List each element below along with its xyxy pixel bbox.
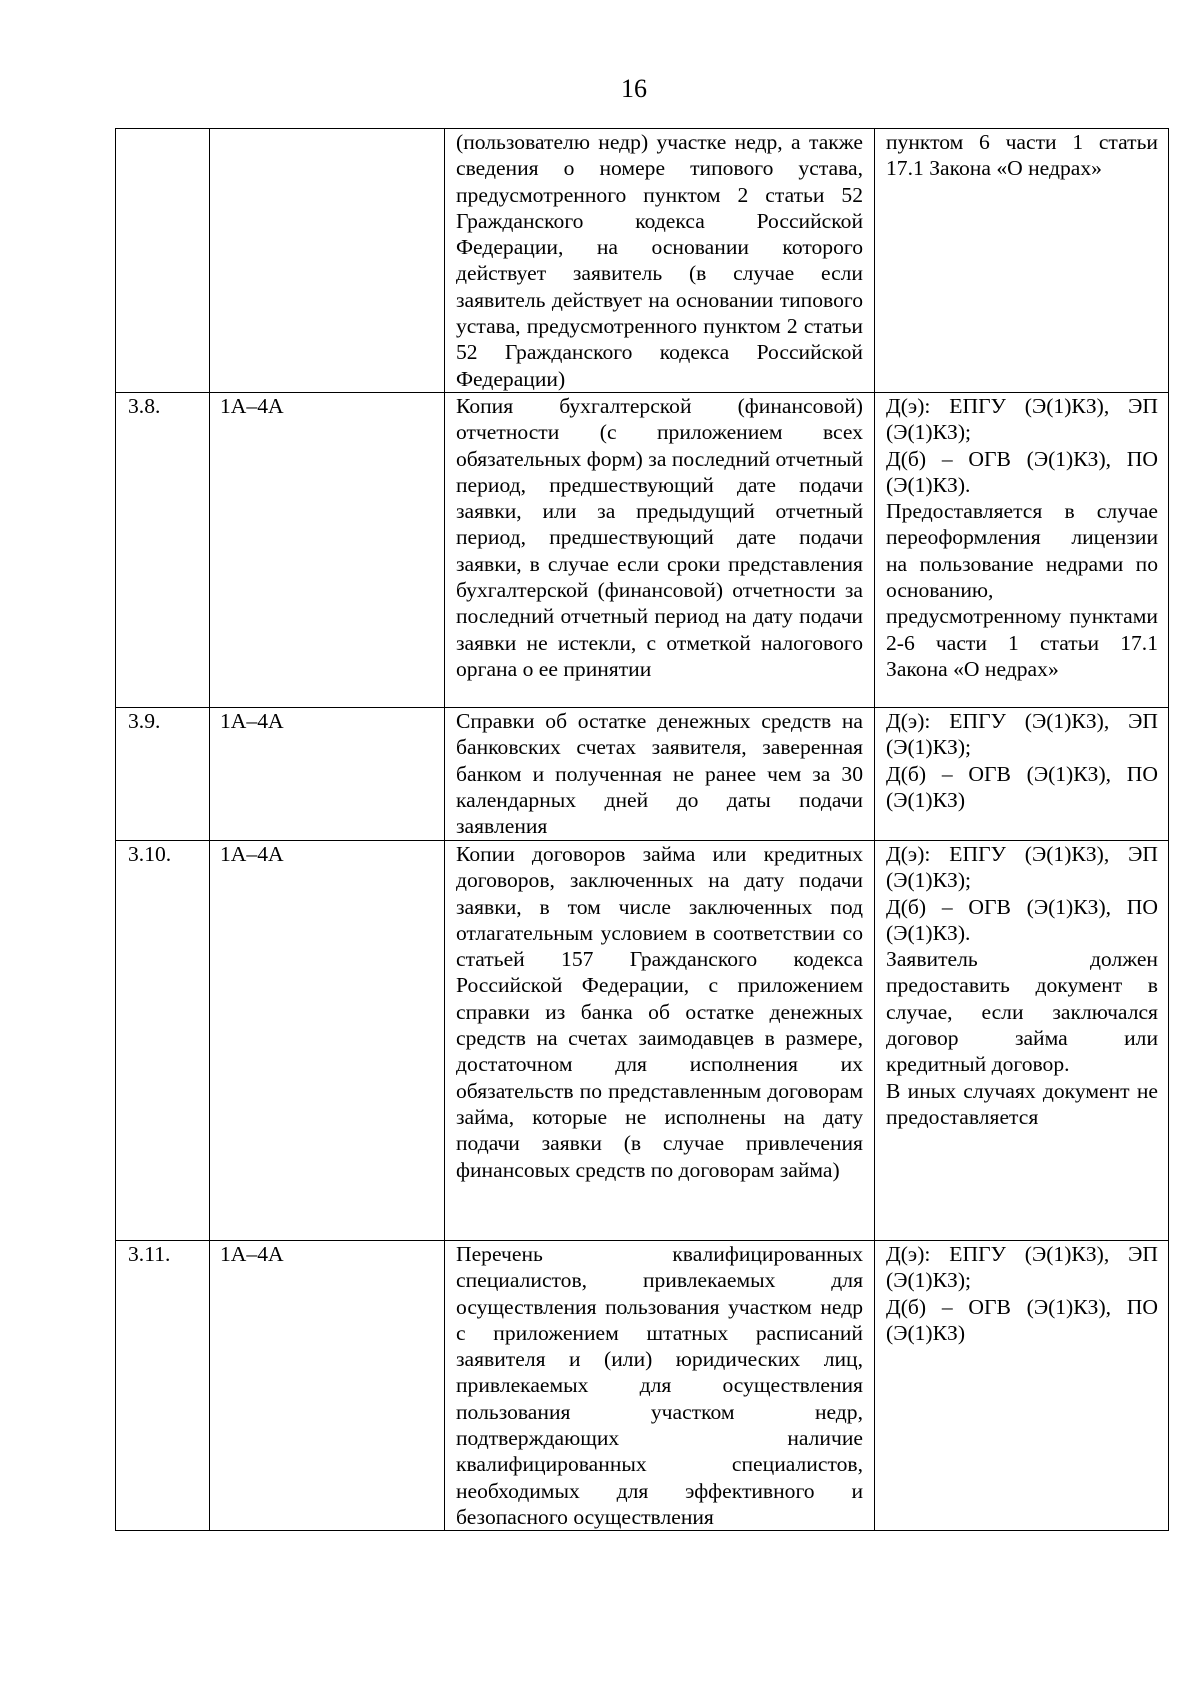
row-group-cell: 1А–4А <box>210 1240 445 1530</box>
table-row <box>116 707 1169 840</box>
document-description-cell: Копия бухгалтерской (финансовой) отчетности (с приложением всех обязательных форм) за последний отчетный период, предшествующий дате подачи заявки, или за предыдущий отчетный период, предшествующий дате подачи заявки, в случае если сроки представления бухгалтерской (финансовой) отчетности за последний отчетный период на дату подачи заявки не истекли, с отметкой налогового органа о ее принятии <box>445 392 875 707</box>
document-description-cell: Перечень квалифицированных специалистов, привлекаемых для осуществления пользования участком недр с приложением штатных расписаний заявителя и (или) юридических лиц, привлекаемых для осуществления пользования участком недр, подтверждающих наличие квалифицированных специалистов, необходимых для эффективного и безопасного осуществления <box>445 1240 875 1530</box>
table-row <box>116 129 1169 393</box>
submission-note-cell <box>875 129 1169 393</box>
table-row <box>116 840 1169 1240</box>
note-paragraph: Д(б) – ОГВ (Э(1)КЗ), ПО (Э(1)КЗ) <box>886 761 1158 812</box>
row-number-cell: 3.9. <box>116 707 210 840</box>
note-paragraph: Заявитель должен предоставить документ в случае, если заключался договор займа или кредитный договор. <box>886 947 1158 1077</box>
note-paragraph: Д(э): ЕПГУ (Э(1)КЗ), ЭП (Э(1)КЗ); <box>886 1241 1158 1293</box>
note-paragraph: Д(б) – ОГВ (Э(1)КЗ), ПО (Э(1)КЗ). <box>886 894 1158 945</box>
submission-note-cell <box>875 1240 1169 1530</box>
document-description-cell: (пользователю недр) участке недр, а также сведения о номере типового устава, предусмотренного пунктом 2 статьи 52 Гражданского кодекса Российской Федерации, на основании которого действует заявитель (в случае если заявитель действует на основании типового устава, предусмотренного пунктом 2 статьи 52 Гражданского кодекса Российской Федерации) <box>445 129 875 393</box>
table-row <box>116 392 1169 707</box>
row-group-cell: 1А–4А <box>210 392 445 707</box>
row-group-cell: 1А–4А <box>210 707 445 840</box>
row-group-cell <box>210 129 445 393</box>
row-number-cell <box>116 129 210 393</box>
note-paragraph: Д(э): ЕПГУ (Э(1)КЗ), ЭП (Э(1)КЗ); <box>886 393 1158 445</box>
note-paragraph: пунктом 6 части 1 статьи 17.1 Закона «О недрах» <box>886 130 1158 181</box>
note-paragraph: Д(э): ЕПГУ (Э(1)КЗ), ЭП (Э(1)КЗ); <box>886 841 1158 893</box>
submission-note-cell <box>875 392 1169 707</box>
submission-note-cell <box>875 840 1169 1240</box>
note-paragraph: Д(э): ЕПГУ (Э(1)КЗ), ЭП (Э(1)КЗ); <box>886 708 1158 760</box>
note-paragraph: В иных случаях документ не предоставляется <box>886 1078 1158 1129</box>
row-number-cell: 3.10. <box>116 840 210 1240</box>
row-number-cell: 3.11. <box>116 1240 210 1530</box>
requirements-table <box>115 128 1169 1531</box>
note-paragraph: Д(б) – ОГВ (Э(1)КЗ), ПО (Э(1)КЗ). <box>886 446 1158 497</box>
submission-note-cell <box>875 707 1169 840</box>
note-paragraph: Предоставляется в случае переоформления лицензии на пользование недрами по основанию, предусмотренному пунктами 2-6 части 1 статьи 17.1 Закона «О недрах» <box>886 499 1158 681</box>
page-number: 16 <box>621 74 647 103</box>
document-description-cell: Справки об остатке денежных средств на банковских счетах заявителя, заверенная банком и полученная не ранее чем за 30 календарных дней до даты подачи заявления <box>445 707 875 840</box>
row-number-cell: 3.8. <box>116 392 210 707</box>
table-row <box>116 1240 1169 1530</box>
document-description-cell: Копии договоров займа или кредитных договоров, заключенных на дату подачи заявки, в том числе заключенных под отлагательным условием в соответствии со статьей 157 Гражданского кодекса Российской Федерации, с приложением справки из банка об остатке денежных средств на счетах заимодавцев в размере, достаточном для исполнения их обязательств по представленным договорам займа, которые не исполнены на дату подачи заявки (в случае привлечения финансовых средств по договорам займа) <box>445 840 875 1240</box>
row-group-cell: 1А–4А <box>210 840 445 1240</box>
note-paragraph: Д(б) – ОГВ (Э(1)КЗ), ПО (Э(1)КЗ) <box>886 1294 1158 1345</box>
